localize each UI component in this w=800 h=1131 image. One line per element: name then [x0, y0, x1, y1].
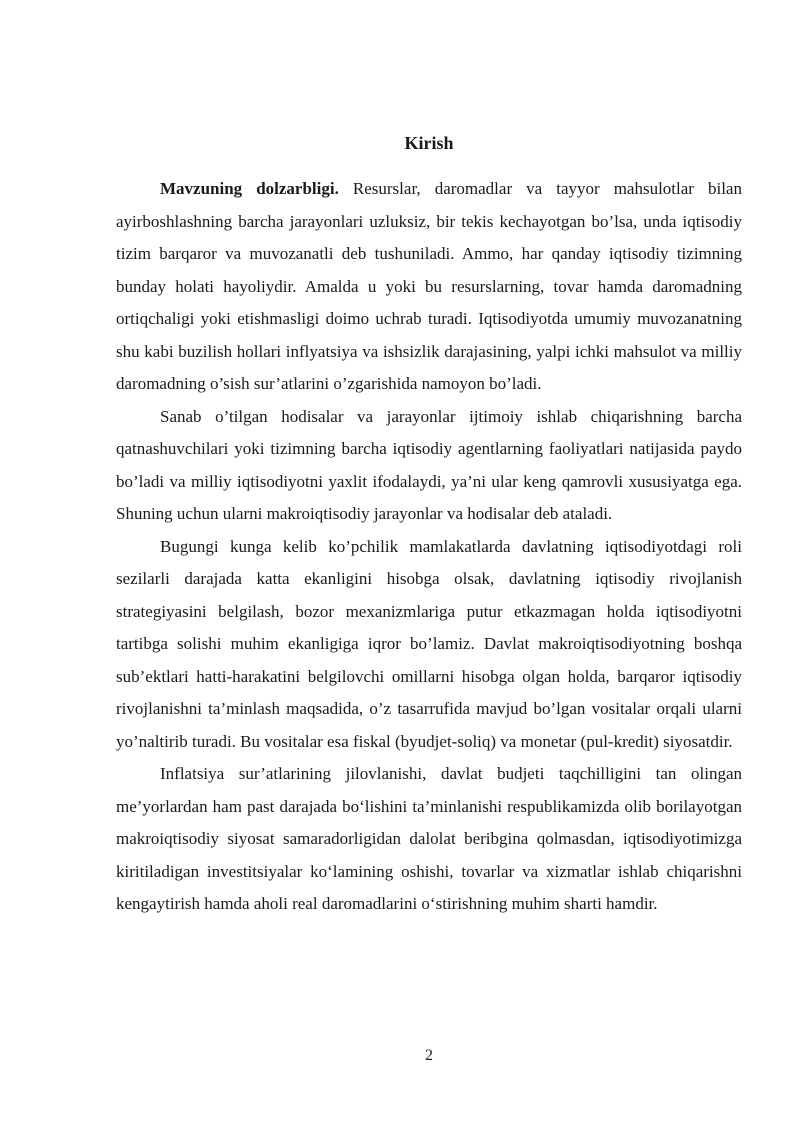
paragraph-text: Resurslar, daromadlar va tayyor mahsulotlar bilan ayirboshlashning barcha jarayonlari uzluksiz, bir tekis kechayotgan bo’lsa, unda iqtisodiy tizim barqaror va muvozanatli deb tushuniladi. Ammo, har qanday iqtisodiy tizimning bunday holati hayoliydir. Amalda u yoki bu resurslarning, tovar hamda daromadning ortiqchaligi yoki etishmasligi doimo uchrab turadi. Iqtisodiyotda umumiy muvozanatning shu kabi buzilish hollari inflyatsiya va ishsizlik darajasining, yalpi ichki mahsulot va milliy daromadning o’sish sur’atlarini o’zgarishida namoyon bo’ladi.: [116, 179, 742, 393]
page-number: 2: [425, 1047, 433, 1064]
body-text: [116, 173, 742, 921]
paragraph-relevance: [116, 173, 742, 401]
paragraph: Inflatsiya sur’atlarining jilovlanishi, davlat budjeti taqchilligini tan olingan me’yorlardan ham past darajada bo‘lishini ta’minlanishi respublikamizda olib borilayotgan makroiqtisodiy siyosat samaradorligidan dalolat beribgina qolmasdan, iqtisodiyotimizga kiritiladigan investitsiyalar ko‘lamining oshishi, tovarlar va xizmatlar ishlab chiqarishni kengaytirish hamda aholi real daromadlarini o‘stirishning muhim sharti hamdir.: [116, 764, 742, 913]
page-title: Kirish: [404, 133, 454, 153]
paragraph-lead-bold: Mavzuning dolzarbligi.: [160, 179, 339, 198]
paragraph: Bugungi kunga kelib ko’pchilik mamlakatlarda davlatning iqtisodiyotdagi roli sezilarli darajada katta ekanligini hisobga olsak, davlatning iqtisodiy rivojlanish strategiyasini belgilash, bozor mexanizmlariga putur etkazmagan holda iqtisodiyotni tartibga solishi muhim ekanligiga iqror bo’lamiz. Davlat makroiqtisodiyotning boshqa sub’ektlari hatti-harakatini belgilovchi omillarni hisobga olgan holda, barqaror iqtisodiy rivojlanishni ta’minlash maqsadida, o’z tasarrufida mavjud bo’lgan vositalar orqali ularni yo’naltirib turadi. Bu vositalar esa fiskal (byudjet-soliq) va monetar (pul-kredit) siyosatdir.: [116, 536, 742, 751]
paragraph: Sanab o’tilgan hodisalar va jarayonlar ijtimoiy ishlab chiqarishning barcha qatnashuvchilari yoki tizimning barcha iqtisodiy agentlarning faoliyatlari natijasida paydo bo’ladi va milliy iqtisodiyotni yaxlit ifodalaydi, ya’ni ular keng qamrovli xususiyatga ega. Shuning uchun ularni makroiqtisodiy jarayonlar va hodisalar deb ataladi.: [116, 406, 742, 523]
